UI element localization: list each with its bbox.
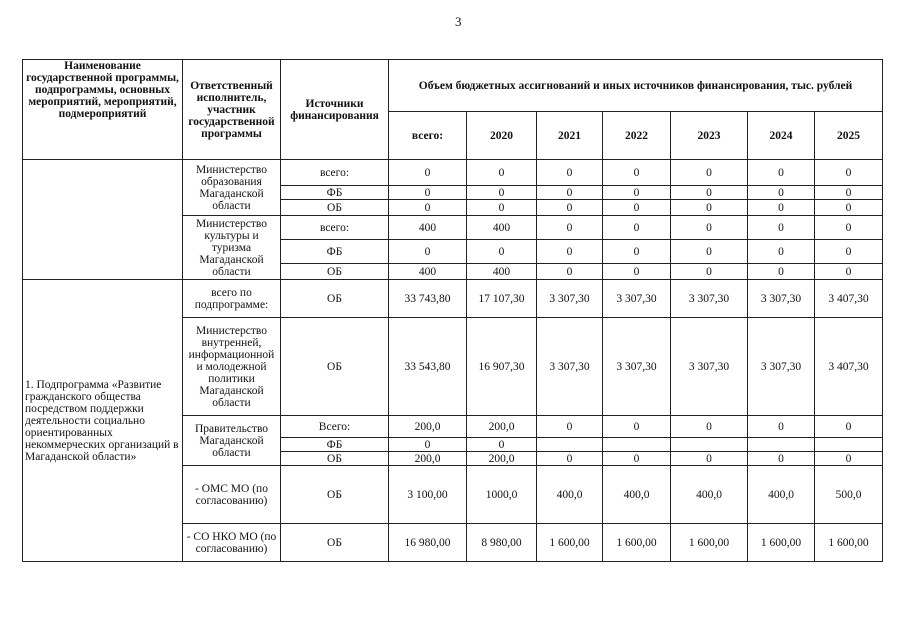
year-header: 2021: [537, 112, 603, 160]
executor-cell: Министерство внутренней, информационной и молодежной политики Магаданской области: [183, 318, 281, 416]
source-cell: ОБ: [281, 466, 389, 524]
source-cell: ОБ: [281, 452, 389, 466]
value-cell: 0: [537, 160, 603, 186]
executor-cell: Министерство культуры и туризма Магаданской области: [183, 216, 281, 280]
value-cell: 0: [467, 160, 537, 186]
value-cell: 400,0: [603, 466, 671, 524]
header-name: Наименование государственной программы, подпрограммы, основных мероприятий, мероприятий, подмероприятий: [23, 60, 183, 160]
value-cell: 0: [815, 240, 883, 264]
value-cell: 400: [467, 216, 537, 240]
value-cell: 0: [815, 160, 883, 186]
header-volume: Объем бюджетных ассигнований и иных источников финансирования, тыс. рублей: [389, 60, 883, 112]
value-cell: 3 100,00: [389, 466, 467, 524]
subprogram-name: 1. Подпрограмма «Развитие гражданского общества посредством поддержки деятельности социально ориентированных некоммерческих организаций в Магаданской области»: [23, 280, 183, 562]
executor-cell: всего по подпрограмме:: [183, 280, 281, 318]
value-cell: 0: [537, 264, 603, 280]
value-cell: 0: [671, 264, 748, 280]
value-cell: 1 600,00: [603, 524, 671, 562]
value-cell: 200,0: [467, 452, 537, 466]
value-cell: [671, 438, 748, 452]
value-cell: 0: [748, 452, 815, 466]
value-cell: 0: [748, 240, 815, 264]
value-cell: 0: [748, 216, 815, 240]
value-cell: 3 307,30: [603, 318, 671, 416]
source-cell: ФБ: [281, 186, 389, 200]
page-number: 3: [455, 14, 462, 29]
empty-name-cell: [23, 160, 183, 280]
source-cell: ОБ: [281, 318, 389, 416]
value-cell: 0: [671, 200, 748, 216]
year-header: 2022: [603, 112, 671, 160]
value-cell: 0: [537, 452, 603, 466]
value-cell: 3 407,30: [815, 318, 883, 416]
value-cell: 0: [389, 186, 467, 200]
value-cell: 200,0: [389, 452, 467, 466]
value-cell: 0: [748, 264, 815, 280]
value-cell: 3 407,30: [815, 280, 883, 318]
value-cell: 0: [815, 200, 883, 216]
value-cell: 0: [467, 240, 537, 264]
value-cell: 400,0: [748, 466, 815, 524]
value-cell: 0: [537, 200, 603, 216]
value-cell: 33 743,80: [389, 280, 467, 318]
value-cell: 1 600,00: [671, 524, 748, 562]
value-cell: 3 307,30: [748, 280, 815, 318]
value-cell: 0: [671, 416, 748, 438]
value-cell: 0: [671, 240, 748, 264]
value-cell: 0: [603, 200, 671, 216]
value-cell: 0: [815, 452, 883, 466]
value-cell: 0: [748, 186, 815, 200]
source-cell: ОБ: [281, 524, 389, 562]
value-cell: 0: [671, 216, 748, 240]
source-cell: ФБ: [281, 240, 389, 264]
value-cell: 1 600,00: [748, 524, 815, 562]
value-cell: 3 307,30: [537, 318, 603, 416]
source-cell: ОБ: [281, 280, 389, 318]
year-header: 2025: [815, 112, 883, 160]
value-cell: [537, 438, 603, 452]
source-cell: всего:: [281, 216, 389, 240]
value-cell: 0: [748, 200, 815, 216]
value-cell: 0: [537, 240, 603, 264]
executor-cell: - СО НКО МО (по согласованию): [183, 524, 281, 562]
value-cell: 0: [603, 416, 671, 438]
value-cell: 33 543,80: [389, 318, 467, 416]
value-cell: 0: [748, 160, 815, 186]
year-header: 2023: [671, 112, 748, 160]
executor-cell: - ОМС МО (по согласованию): [183, 466, 281, 524]
value-cell: 0: [603, 186, 671, 200]
year-header: 2024: [748, 112, 815, 160]
value-cell: 400: [389, 216, 467, 240]
value-cell: 1 600,00: [815, 524, 883, 562]
value-cell: 3 307,30: [537, 280, 603, 318]
year-header: 2020: [467, 112, 537, 160]
value-cell: 0: [671, 186, 748, 200]
value-cell: 16 980,00: [389, 524, 467, 562]
value-cell: 0: [389, 438, 467, 452]
value-cell: 0: [815, 216, 883, 240]
value-cell: 0: [671, 452, 748, 466]
value-cell: 200,0: [467, 416, 537, 438]
value-cell: 0: [467, 438, 537, 452]
value-cell: 3 307,30: [603, 280, 671, 318]
header-executor: Ответственный исполнитель, участник государственной программы: [183, 60, 281, 160]
value-cell: 17 107,30: [467, 280, 537, 318]
source-cell: Всего:: [281, 416, 389, 438]
value-cell: 0: [603, 452, 671, 466]
source-cell: всего:: [281, 160, 389, 186]
source-cell: ОБ: [281, 200, 389, 216]
value-cell: 1000,0: [467, 466, 537, 524]
source-cell: ФБ: [281, 438, 389, 452]
header-source: Источники финансирования: [281, 60, 389, 160]
value-cell: 0: [603, 216, 671, 240]
executor-cell: Правительство Магаданской области: [183, 416, 281, 466]
value-cell: 1 600,00: [537, 524, 603, 562]
value-cell: 0: [537, 416, 603, 438]
value-cell: 0: [603, 160, 671, 186]
value-cell: 0: [748, 416, 815, 438]
value-cell: 0: [537, 216, 603, 240]
value-cell: 0: [467, 186, 537, 200]
value-cell: 400: [467, 264, 537, 280]
value-cell: [603, 438, 671, 452]
value-cell: 0: [389, 160, 467, 186]
value-cell: 0: [537, 186, 603, 200]
value-cell: 0: [815, 186, 883, 200]
value-cell: 16 907,30: [467, 318, 537, 416]
value-cell: 0: [815, 416, 883, 438]
year-header: всего:: [389, 112, 467, 160]
value-cell: 0: [603, 240, 671, 264]
funding-table: [22, 59, 883, 562]
executor-cell: Министерство образования Магаданской области: [183, 160, 281, 216]
value-cell: 0: [603, 264, 671, 280]
value-cell: 400,0: [537, 466, 603, 524]
value-cell: 0: [671, 160, 748, 186]
value-cell: 400,0: [671, 466, 748, 524]
value-cell: 0: [389, 200, 467, 216]
value-cell: 0: [815, 264, 883, 280]
value-cell: 3 307,30: [671, 318, 748, 416]
value-cell: 3 307,30: [671, 280, 748, 318]
value-cell: 500,0: [815, 466, 883, 524]
value-cell: 0: [389, 240, 467, 264]
value-cell: 200,0: [389, 416, 467, 438]
value-cell: 8 980,00: [467, 524, 537, 562]
value-cell: 3 307,30: [748, 318, 815, 416]
value-cell: [815, 438, 883, 452]
value-cell: 0: [467, 200, 537, 216]
value-cell: [748, 438, 815, 452]
value-cell: 400: [389, 264, 467, 280]
source-cell: ОБ: [281, 264, 389, 280]
